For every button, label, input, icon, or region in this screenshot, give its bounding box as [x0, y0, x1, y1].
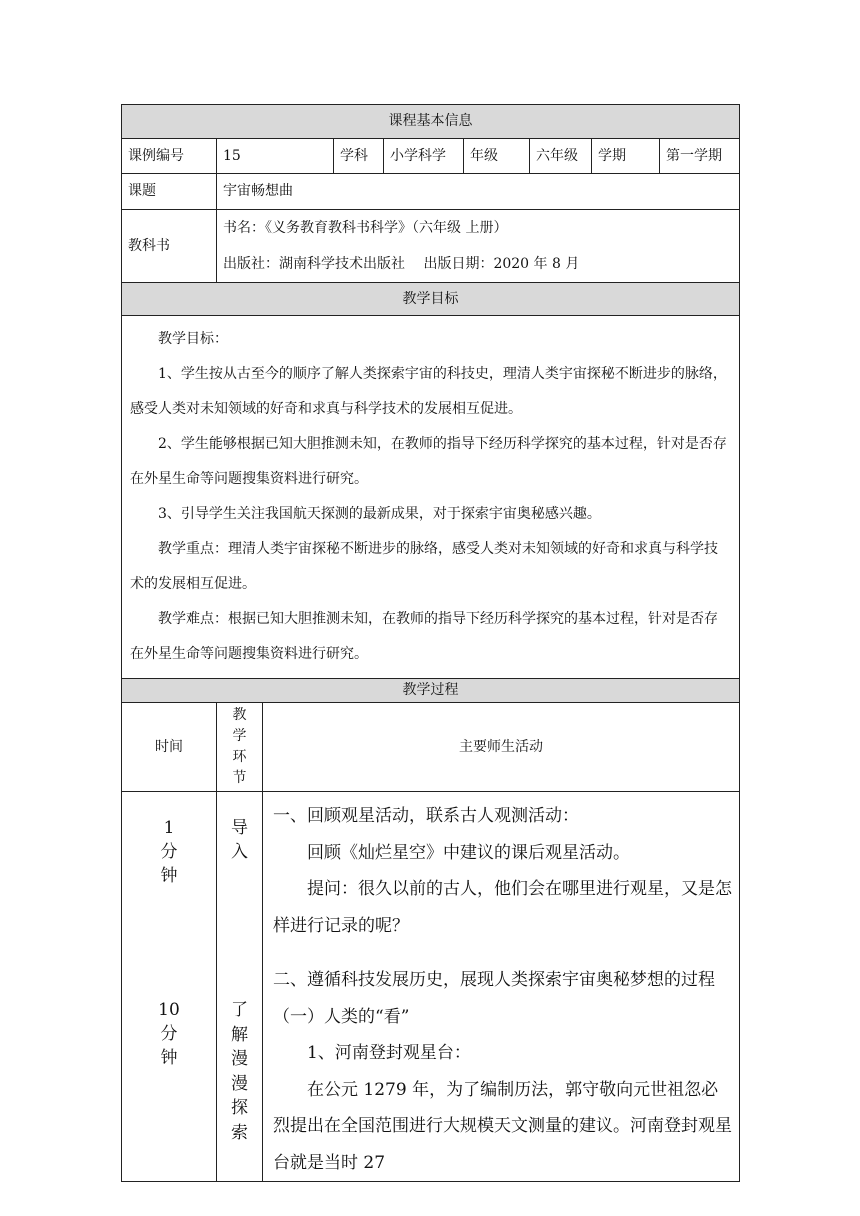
time-cell	[122, 792, 217, 1182]
activity-line: 二、遵循科技发展历史，展现人类探索宇宙奥秘梦想的过程	[273, 970, 715, 990]
grade-label: 年级	[464, 139, 530, 174]
activity-line: 一、回顾观星活动，联系古人观测活动：	[273, 806, 579, 826]
activity-spacer	[273, 944, 733, 962]
col-stage-header	[217, 703, 263, 792]
goals-line: 教学重点：理清人类宇宙探秘不断进步的脉络，感受人类对未知领域的好奇和求真与科学技术的发展相互促进。	[130, 541, 718, 592]
term-value: 第一学期	[660, 139, 740, 174]
goals-line: 教学目标：	[158, 331, 228, 347]
goals-line: 3、引导学生关注我国航天探测的最新成果，对于探索宇宙奥秘感兴趣。	[158, 506, 601, 522]
stage-1: 导入	[231, 818, 248, 862]
term-label: 学期	[592, 139, 660, 174]
case-no-value: 15	[217, 139, 334, 174]
activity-line: （一）人类的“看”	[273, 1006, 410, 1027]
subject-value: 小学科学	[384, 139, 464, 174]
activity-line: 1、河南登封观星台：	[307, 1043, 471, 1063]
time-2: 10分钟	[158, 1000, 180, 1068]
topic-label: 课题	[122, 174, 217, 210]
col-time-header: 时间	[122, 703, 217, 792]
goals-body	[122, 316, 740, 679]
textbook-title-line: 书名：《义务教育教科书科学》（六年级 上册）	[223, 220, 508, 236]
stage-cell	[217, 792, 263, 1182]
activity-line: 回顾《灿烂星空》中建议的课后观星活动。	[307, 842, 630, 863]
lesson-info-table	[121, 104, 740, 1182]
topic-value: 宇宙畅想曲	[217, 174, 740, 210]
time-1: 1分钟	[160, 818, 178, 886]
process-header: 教学过程	[122, 679, 740, 703]
col-activity-header: 主要师生活动	[263, 703, 740, 792]
goals-header: 教学目标	[122, 283, 740, 316]
activity-line: 提问：很久以前的古人，他们会在哪里进行观星，又是怎样进行记录的呢？	[273, 879, 732, 936]
activity-cell	[263, 792, 740, 1182]
stage-2: 了解漫漫探索	[231, 1000, 248, 1143]
grade-value: 六年级	[530, 139, 592, 174]
textbook-value	[217, 210, 740, 283]
activity-line: 在公元 1279 年，为了编制历法，郭守敬向元世祖忽必烈提出在全国范围进行大规模天文测量的建议。河南登封观星台就是当时 27	[273, 1079, 732, 1173]
subject-label: 学科	[334, 139, 384, 174]
textbook-publisher-line: 出版社：湖南科学技术出版社 出版日期：2020 年 8 月	[223, 256, 580, 272]
case-no-label: 课例编号	[122, 139, 217, 174]
goals-line: 2、学生能够根据已知大胆推测未知，在教师的指导下经历科学探究的基本过程，针对是否存在外星生命等问题搜集资料进行研究。	[130, 436, 727, 487]
course-info-header: 课程基本信息	[122, 105, 740, 139]
textbook-label: 教科书	[122, 210, 217, 283]
goals-line: 1、学生按从古至今的顺序了解人类探索宇宙的科技史，理清人类宇宙探秘不断进步的脉络，感受人类对未知领域的好奇和求真与科学技术的发展相互促进。	[130, 366, 727, 417]
goals-line: 教学难点：根据已知大胆推测未知，在教师的指导下经历科学探究的基本过程，针对是否存在外星生命等问题搜集资料进行研究。	[130, 611, 718, 662]
col-stage-text: 教学环节	[232, 707, 247, 786]
